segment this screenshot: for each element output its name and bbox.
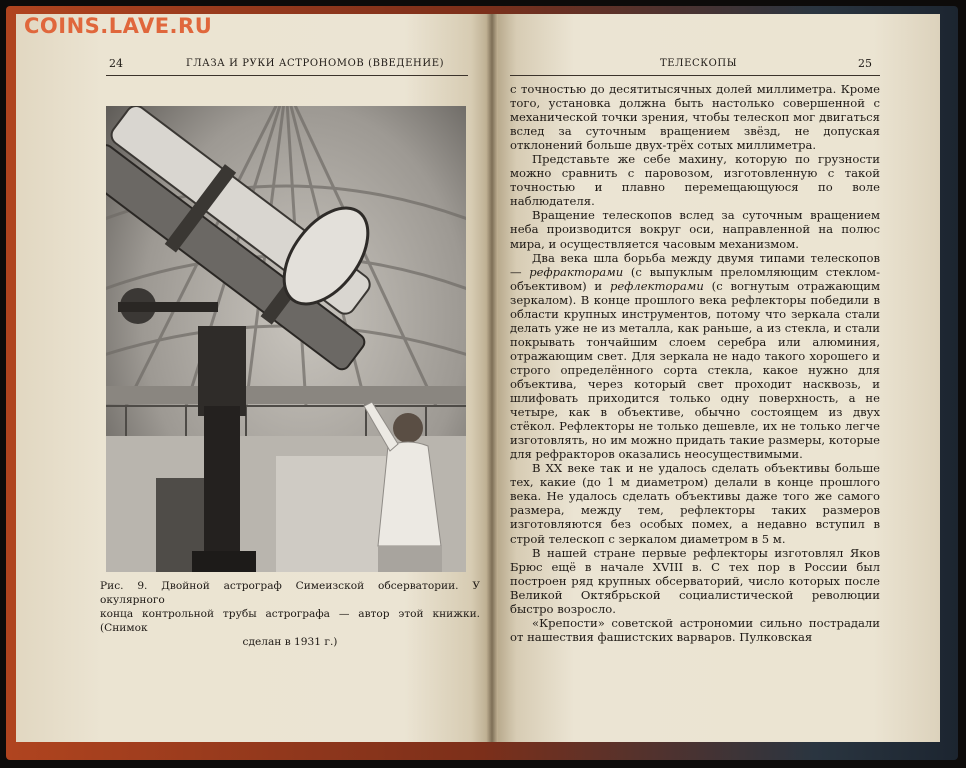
emphasis-term: рефракторами: [529, 264, 624, 279]
paragraph: Вращение телескопов вслед за суточным вращением неба производится вокруг оси, направленной на полюс мира, и осуществляется часовым механизмом.: [510, 208, 880, 251]
paragraph-with-emphasis: Два века шла борьба между двумя типами телескопов — рефракторами (с выпуклым преломляющим стеклом-объективом) и рефлекторами (с вогнутым отражающим зеркалом). В конце прошлого века рефлекторы победили в области крупных инструментов, потому что зеркала стали делать уже не из металла, как раньше, а из стекла, и стали покрывать тончайшим слоем серебра или алюминия, отражающим свет. Для зеркала не надо такого хорошего и строго определённого сорта стекла, какое нужно для объектива, через который свет проходит насквозь, и шлифовать приходится только одну поверхность, а не четыре, как в объективе, обычно состоящем из двух стёкол. Рефлекторы не только дешевле, их не только легче изготовлять, но им можно придать такие размеры, которые для рефракторов оказались неосуществимыми.: [510, 250, 880, 462]
left-running-head: ГЛАЗА И РУКИ АСТРОНОМОВ (ВВЕДЕНИЕ): [186, 58, 445, 69]
left-header-rule: [106, 75, 468, 76]
caption-line: сделан в 1931 г.): [242, 636, 338, 648]
paragraph: В XX веке так и не удалось сделать объективы больше тех, какие (до 1 м диаметром) делали в конце прошлого века. Не удалось сделать объективы даже того же самого размера, между тем, рефлекторы таких размеров изготовляются без особых помех, а недавно вступил в строй телескоп с зеркалом диаметром в 5 м.: [510, 461, 880, 546]
emphasis-term: рефлекторами: [609, 278, 704, 293]
figure-caption: [100, 579, 480, 649]
book-spine-gutter: [486, 14, 498, 742]
caption-line: конца контрольной трубы астрографа — автор этой книжки. (Снимок: [100, 608, 480, 634]
caption-line: Рис. 9. Двойной астрограф Симеизской обсерватории. У окулярного: [100, 580, 480, 606]
telescope-photo: [106, 106, 466, 572]
watermark-logo: COINS.LAVE.RU: [24, 14, 213, 38]
paragraph: В нашей стране первые рефлекторы изготовлял Яков Брюс ещё в начале XVIII в. С тех пор в России был построен ряд крупных обсерваторий, число которых после Великой Октябрьской социалистической революции быстро возросло.: [510, 545, 880, 616]
left-page-number: 24: [109, 57, 123, 70]
paragraph: Представьте же себе махину, которую по грузности можно сравнить с паровозом, изготовленную с такой точностью и плавно перемещающуюся по воле наблюдателя.: [510, 152, 880, 209]
telescope-photo-drawing: [106, 106, 466, 572]
right-header-rule: [510, 75, 880, 76]
paragraph: с точностью до десятитысячных долей миллиметра. Кроме того, установка должна быть настолько совершенной с механической точки зрения, чтобы телескоп мог двигаться вслед за суточным вращением звёзд, не допуская отклонений больше двух-трёх сотых миллиметра.: [510, 82, 880, 153]
right-running-head: ТЕЛЕСКОПЫ: [660, 58, 738, 69]
paragraph: «Крепости» советской астрономии сильно пострадали от нашествия фашистских варваров. Пулковская: [510, 615, 880, 644]
right-page-number: 25: [858, 57, 872, 70]
right-page-body: [510, 82, 880, 644]
